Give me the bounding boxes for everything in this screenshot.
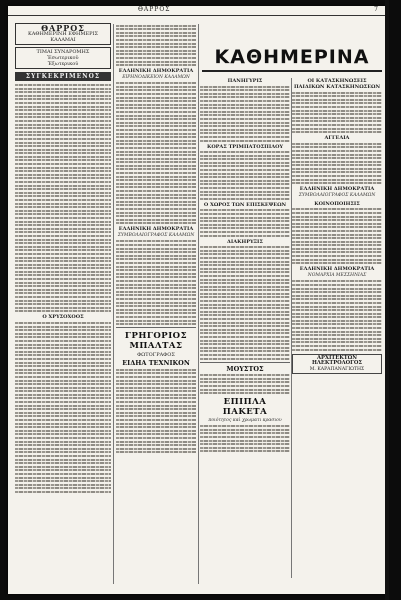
article-body	[292, 92, 382, 134]
divider	[116, 327, 196, 328]
box-ad-line: ΚΑΘΗΜΕΡΙΝΗ ΕΦΗΜΕΡΙΣ	[28, 31, 98, 37]
column-divider	[198, 24, 199, 584]
notice-body	[200, 246, 290, 359]
masthead-rule	[202, 70, 382, 72]
notice-body	[116, 240, 196, 325]
section-heading: ΑΓΓΕΛΙΑ	[324, 135, 350, 142]
section-heading: Ο ΧΩΡΟΣ ΤΩΝ ΕΠΙΣΚΕΨΕΩΝ	[203, 201, 287, 208]
section-heading: Ο ΧΡΥΣΟΧΟΟΣ	[42, 314, 84, 321]
notice-heading: ΕΛΛΗΝΙΚΗ ΔΗΜΟΚΡΑΤΙΑ	[118, 226, 194, 233]
subscription-line: ΤΙΜΑΙ ΣΥΝΔΡΟΜΗΣ	[36, 49, 90, 55]
advertisement-subtitle: ποιότητος καὶ χρωματι κρασιου	[208, 418, 282, 424]
article-body	[200, 209, 290, 236]
masthead-title: ΚΑΘΗΜΕΡΙΝΑ	[214, 46, 370, 68]
column-divider	[113, 24, 114, 584]
advertisement-title: ΜΟΥΣΤΟΣ	[226, 364, 264, 373]
notice-body	[116, 82, 196, 224]
notice-subheading: ΣΥΜΒΟΛΑΙΟΓΡΑΦΟΣ ΚΑΛΑΜΩΝ	[117, 233, 195, 239]
advertisement-name: ΓΡΗΓΟΡΙΟΣ ΜΠΑΛΤΑΣ	[124, 331, 188, 352]
advertisement-shop: ΕΙΔΗΑ ΤΕΧΝΙΚΟΝ	[122, 359, 190, 368]
section-heading: ΟΙ ΚΑΤΑΣΚΗΝΩΣΕΙΣ ΠΑΙΔΙΚΩΝ ΚΑΤΑΣΚΗΝΩΣΕΩΝ	[293, 78, 381, 90]
notice-heading: ΕΛΛΗΝΙΚΗ ΔΗΜΟΚΡΑΤΙΑ	[299, 266, 375, 273]
article-body	[116, 25, 196, 67]
section-heading: ΠΑΝΗΓΥΡΙΣ	[227, 78, 263, 84]
article-body	[200, 86, 290, 142]
advertisement-body	[200, 425, 290, 452]
subscription-line: Ἐσωτερικοῦ	[47, 55, 79, 61]
newspaper-page	[8, 6, 386, 594]
subscription-line: Ἐξωτερικοῦ	[47, 61, 79, 67]
column-second	[116, 23, 196, 588]
article-body	[292, 143, 382, 185]
header-rule	[8, 15, 386, 16]
article-body	[15, 322, 111, 493]
divider	[200, 362, 290, 363]
page-number: 7	[374, 6, 378, 13]
advertisement-body	[116, 369, 196, 454]
notice-subheading: ΕΙΡΗΝΟΔΙΚΕΙΟΝ ΚΑΛΑΜΩΝ	[122, 75, 190, 81]
column-left	[15, 23, 111, 588]
column-right	[292, 76, 382, 588]
notice-heading: ΕΛΛΗΝΙΚΗ ΔΗΜΟΚΡΑΤΙΑ	[118, 68, 194, 75]
section-heading: ΚΟΡΑΣ ΤΡΙΜΠΑΤΟΣΠΙΛΟΥ	[206, 143, 284, 150]
article-body	[15, 84, 111, 312]
box-ad-line: ΚΑΛΑΜΑΙ	[50, 37, 76, 43]
advertisement-subtitle: ΦΩΤΟΓΡΑΦΟΣ	[137, 352, 175, 359]
advertisement-name: Μ. ΚΑΡΑΠΑΝΑΓΙΩΤΗΣ	[309, 366, 365, 372]
notice-body	[292, 280, 382, 350]
notice-subheading: ΣΥΜΒΟΛΑΙΟΓΡΑΦΟΣ ΚΑΛΑΜΩΝ	[298, 193, 376, 199]
professional-advertisement	[292, 354, 382, 375]
binding-spine	[385, 0, 389, 600]
advertisement-body	[200, 374, 290, 394]
section-banner: ΣΥΓΚΕΚΡΙΜΕΝΟΣ	[15, 72, 111, 81]
advertisement-title: ΕΠΙΠΛΑ ΠΑΚΕΤΑ	[222, 397, 268, 418]
notice-heading: ΔΙΑΚΗΡΥΞΙΣ	[227, 238, 263, 245]
box-ad-title: ΘΑΡΡΟΣ	[41, 23, 85, 33]
notice-heading: ΕΛΛΗΝΙΚΗ ΔΗΜΟΚΡΑΤΙΑ	[299, 186, 375, 193]
advertisement-title: ΑΡΧΙΤΕΚΤΩΝ ΗΛΕΚΤΡΟΛΟΓΟΣ	[311, 354, 363, 367]
running-header-title: ΘΑΡΡΟΣ	[138, 6, 171, 13]
notice-body	[292, 208, 382, 264]
column-third	[200, 76, 290, 588]
section-heading: ΚΟΙΝΟΠΟΙΗΣΙΣ	[314, 200, 360, 207]
subscription-box	[15, 47, 111, 69]
article-body	[200, 151, 290, 200]
notice-subheading: ΝΟΜΑΡΧΙΑ ΜΕΣΣΗΝΙΑΣ	[307, 273, 367, 279]
box-advertisement	[15, 23, 111, 45]
